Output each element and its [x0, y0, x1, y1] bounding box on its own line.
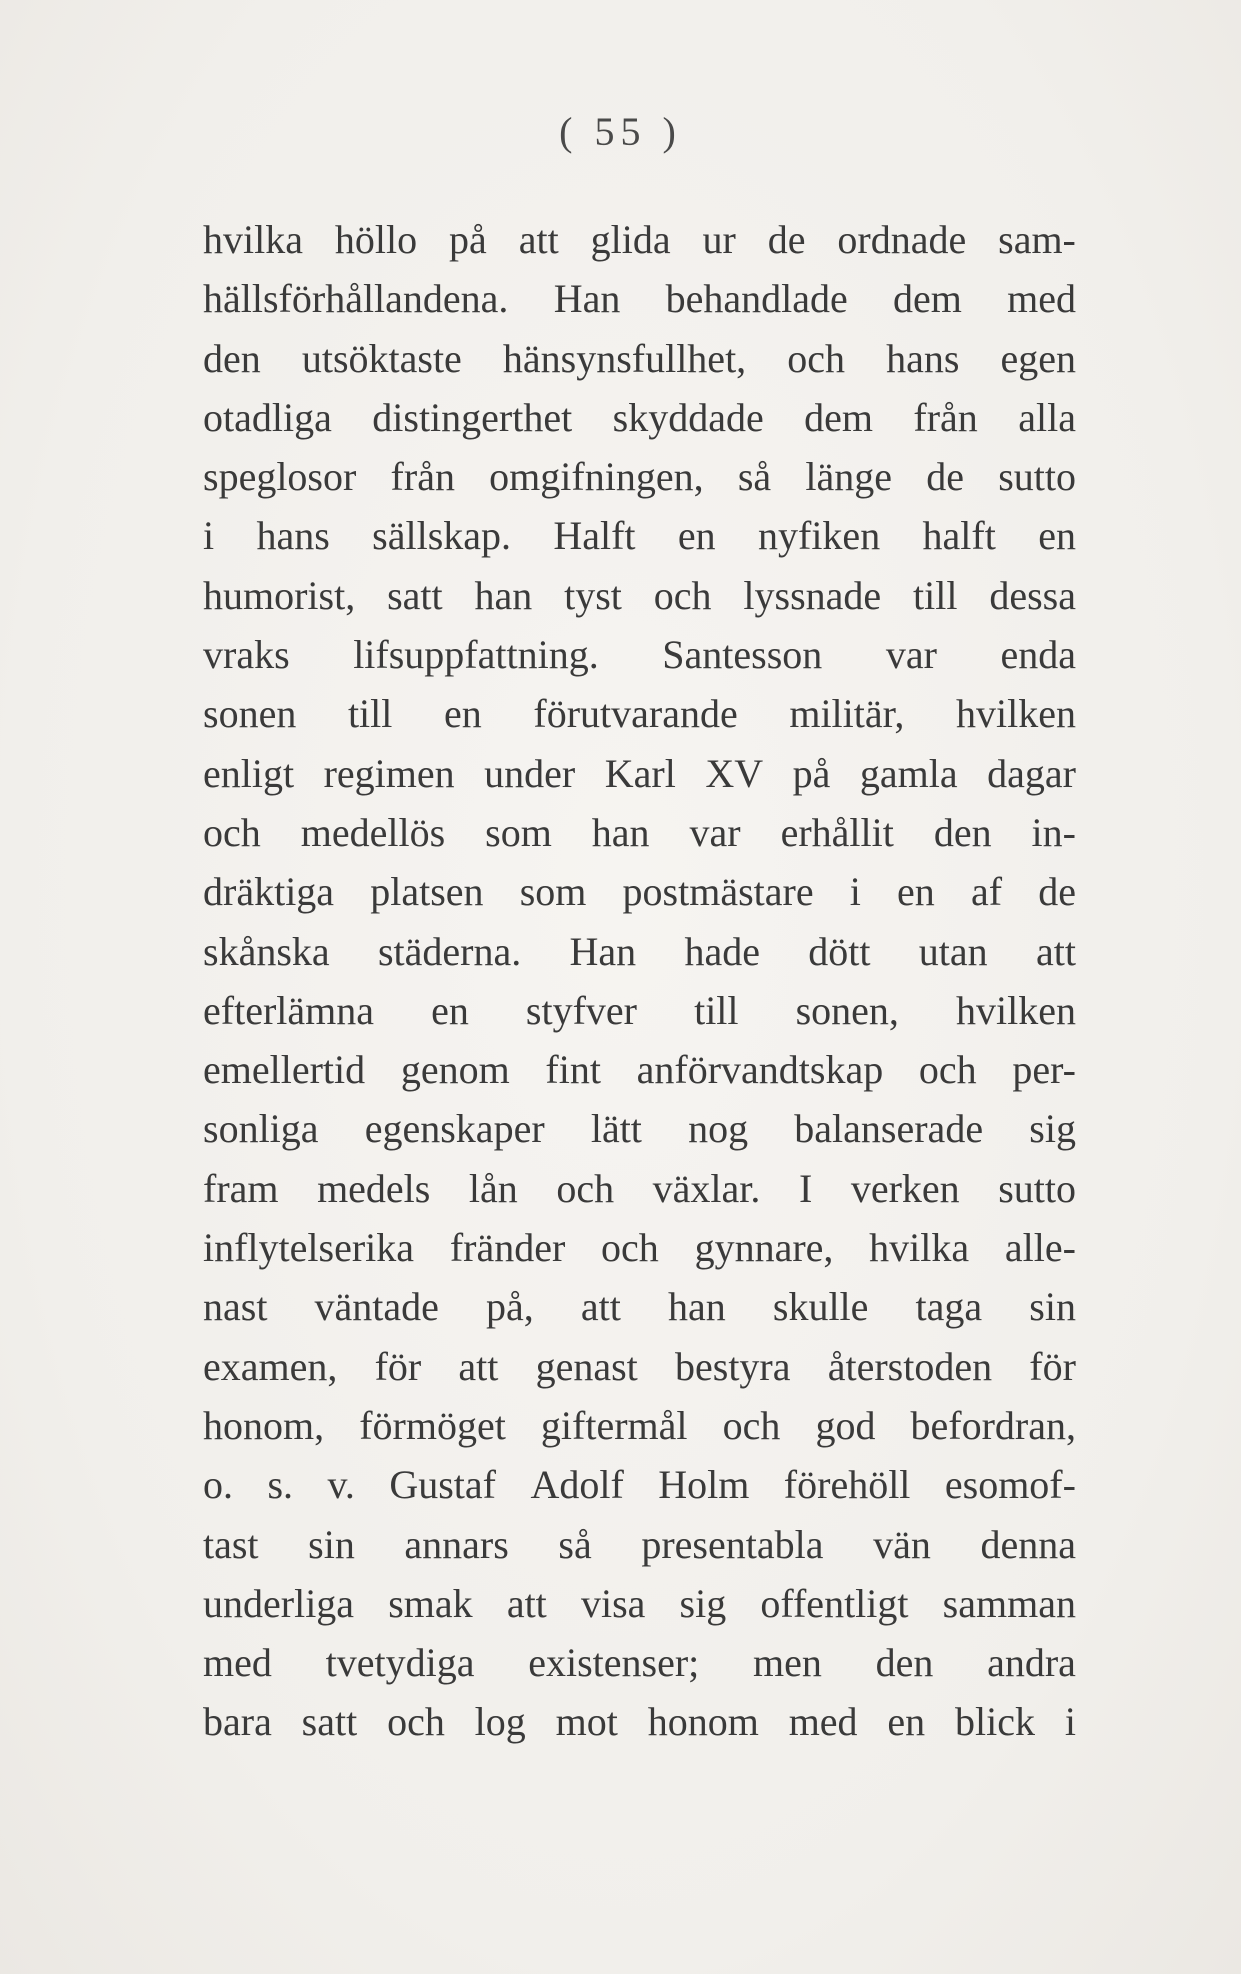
text-line: med tvetydiga existenser; men den andra	[203, 1640, 1076, 1686]
text-line: den utsöktaste hänsynsfullhet, och hans egen	[203, 335, 1076, 381]
text-line: efterlämna en styfver till sonen, hvilken	[203, 987, 1076, 1033]
text-line: speglosor från omgifningen, så länge de sutto	[203, 454, 1076, 500]
text-line: hällsförhållandena. Han behandlade dem med	[203, 276, 1076, 322]
text-line: sonliga egenskaper lätt nog balanserade sig	[203, 1106, 1076, 1152]
text-line: o. s. v. Gustaf Adolf Holm förehöll esomof-	[203, 1462, 1076, 1508]
text-line: sonen till en förutvarande militär, hvilken	[203, 691, 1076, 737]
text-line: underliga smak att visa sig offentligt samman	[203, 1580, 1076, 1626]
text-line: enligt regimen under Karl XV på gamla dagar	[203, 750, 1076, 796]
text-line: vraks lifsuppfattning. Santesson var enda	[203, 632, 1076, 678]
text-line: humorist, satt han tyst och lyssnade till dessa	[203, 572, 1076, 618]
text-line: honom, förmöget giftermål och god befordran,	[203, 1402, 1076, 1448]
text-line: hvilka höllo på att glida ur de ordnade sam-	[203, 217, 1076, 262]
text-line: emellertid genom fint anförvandtskap och per-	[203, 1047, 1076, 1093]
text-line: bara satt och log mot honom med en blick i	[203, 1699, 1076, 1745]
text-line: och medellös som han var erhållit den in-	[203, 809, 1076, 855]
text-line: skånska städerna. Han hade dött utan att	[203, 928, 1076, 974]
page-number: ( 55 )	[559, 109, 682, 154]
text-line: fram medels lån och växlar. I verken sutto	[203, 1165, 1076, 1211]
text-line: nast väntade på, att han skulle taga sin	[203, 1284, 1076, 1330]
text-line: dräktiga platsen som postmästare i en af de	[203, 869, 1076, 915]
text-line: otadliga distingerthet skyddade dem från alla	[203, 394, 1076, 440]
text-line: i hans sällskap. Halft en nyfiken halft en	[203, 513, 1076, 559]
text-line: tast sin annars så presentabla vän denna	[203, 1521, 1076, 1567]
text-line: examen, för att genast bestyra återstoden för	[203, 1343, 1076, 1389]
text-line: inflytelserika fränder och gynnare, hvilka alle-	[203, 1225, 1076, 1271]
body-text	[203, 210, 1076, 1752]
